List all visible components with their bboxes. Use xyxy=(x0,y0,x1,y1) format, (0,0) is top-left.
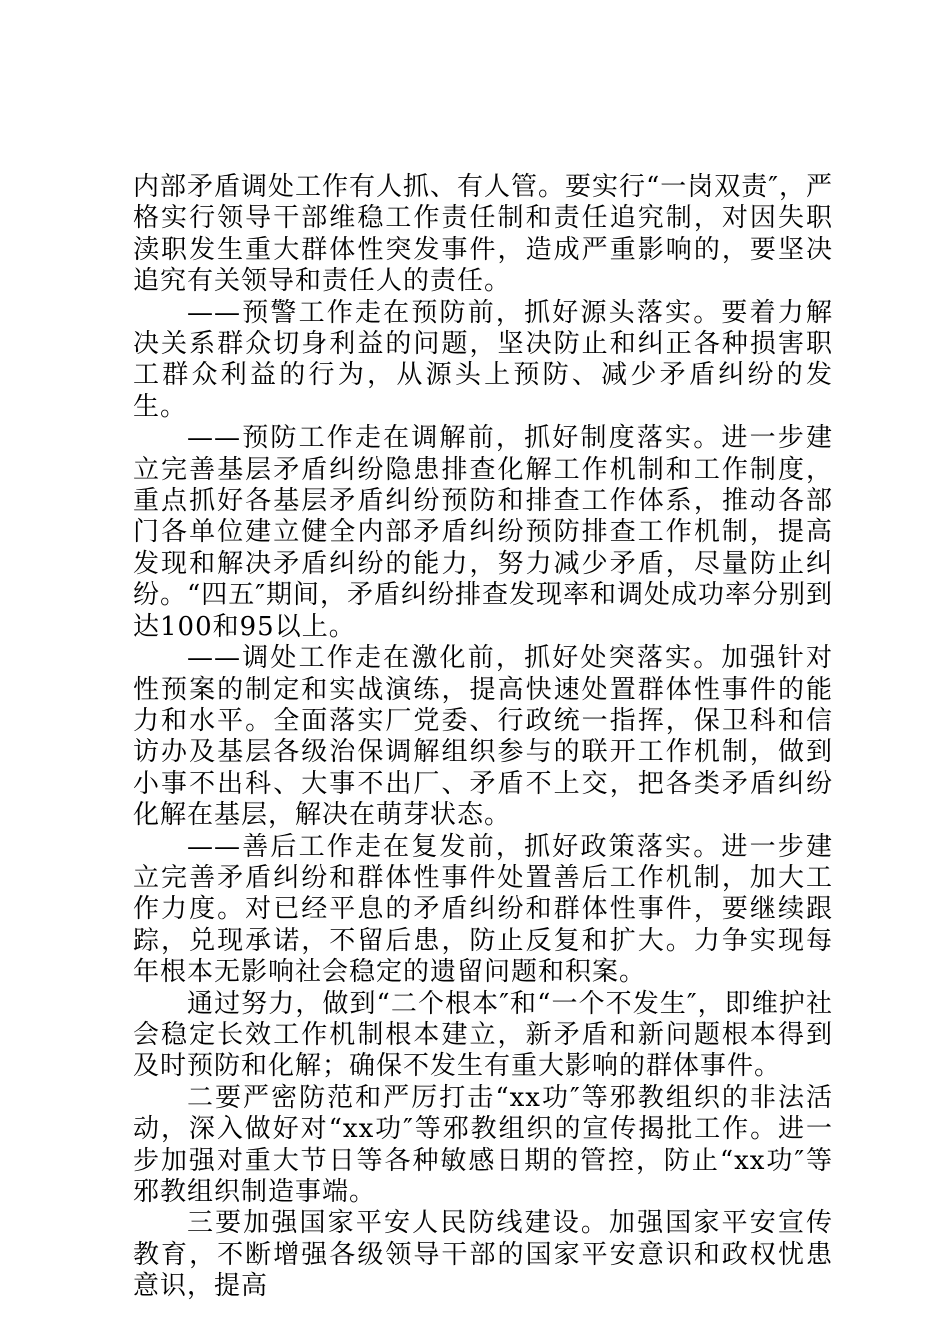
paragraph-goals: 通过努力，做到“二个根本″和“一个不发生″，即维护社会稳定长效工作机制根本建立，新矛盾和新问题根本得到及时预防和化解；确保不发生有重大影响的群体事件。 xyxy=(133,988,833,1082)
paragraph-continuation: 内部矛盾调处工作有人抓、有人管。要实行“一岗双责″，严格实行领导干部维稳工作责任制和责任追究制，对因失职渎职发生重大群体性突发事件，造成严重影响的，要坚决追究有关领导和责任人的责任。 xyxy=(133,172,834,297)
paragraph-third-requirement: 三要加强国家平安人民防线建设。加强国家平安宣传教育，不断增强各级领导干部的国家平安意识和政权忧患意识，提高 xyxy=(133,1208,833,1302)
paragraph-early-warning: ——预警工作走在预防前，抓好源头落实。要着力解决关系群众切身利益的问题，坚决防止和纠正各种损害职工群众利益的行为，从源头上预防、减少矛盾纠纷的发生。 xyxy=(133,297,833,422)
paragraph-mediation: ——调处工作走在激化前，抓好处突落实。加强针对性预案的制定和实战演练，提高快速处置群体性事件的能力和水平。全面落实厂党委、行政统一指挥，保卫科和信访办及基层各级治保调解组织参与的联开工作机制，做到小事不出科、大事不出厂、矛盾不上交，把各类矛盾纠纷化解在基层，解决在萌芽状态。 xyxy=(133,643,833,831)
document-body xyxy=(133,172,833,1303)
paragraph-prevention: ——预防工作走在调解前，抓好制度落实。进一步建立完善基层矛盾纠纷隐患排查化解工作机制和工作制度，重点抓好各基层矛盾纠纷预防和排查工作体系，推动各部门各单位建立健全内部矛盾纠纷预防排查工作机制，提高发现和解决矛盾纠纷的能力，努力减少矛盾，尽量防止纠纷。“四五″期间，矛盾纠纷排查发现率和调处成功率分别到达100和95以上。 xyxy=(133,423,834,642)
paragraph-aftermath: ——善后工作走在复发前，抓好政策落实。进一步建立完善矛盾纠纷和群体性事件处置善后工作机制，加大工作力度。对已经平息的矛盾纠纷和群体性事件，要继续跟踪，兑现承诺，不留后患，防止反复和扩大。力争实现每年根本无影响社会稳定的遗留问题和积案。 xyxy=(133,831,833,988)
paragraph-second-requirement: 二要严密防范和严厉打击“xx功″等邪教组织的非法活动，深入做好对“xx功″等邪教组织的宣传揭批工作。进一步加强对重大节日等各种敏感日期的管控，防止“xx功″等邪教组织制造事端。 xyxy=(133,1082,833,1207)
